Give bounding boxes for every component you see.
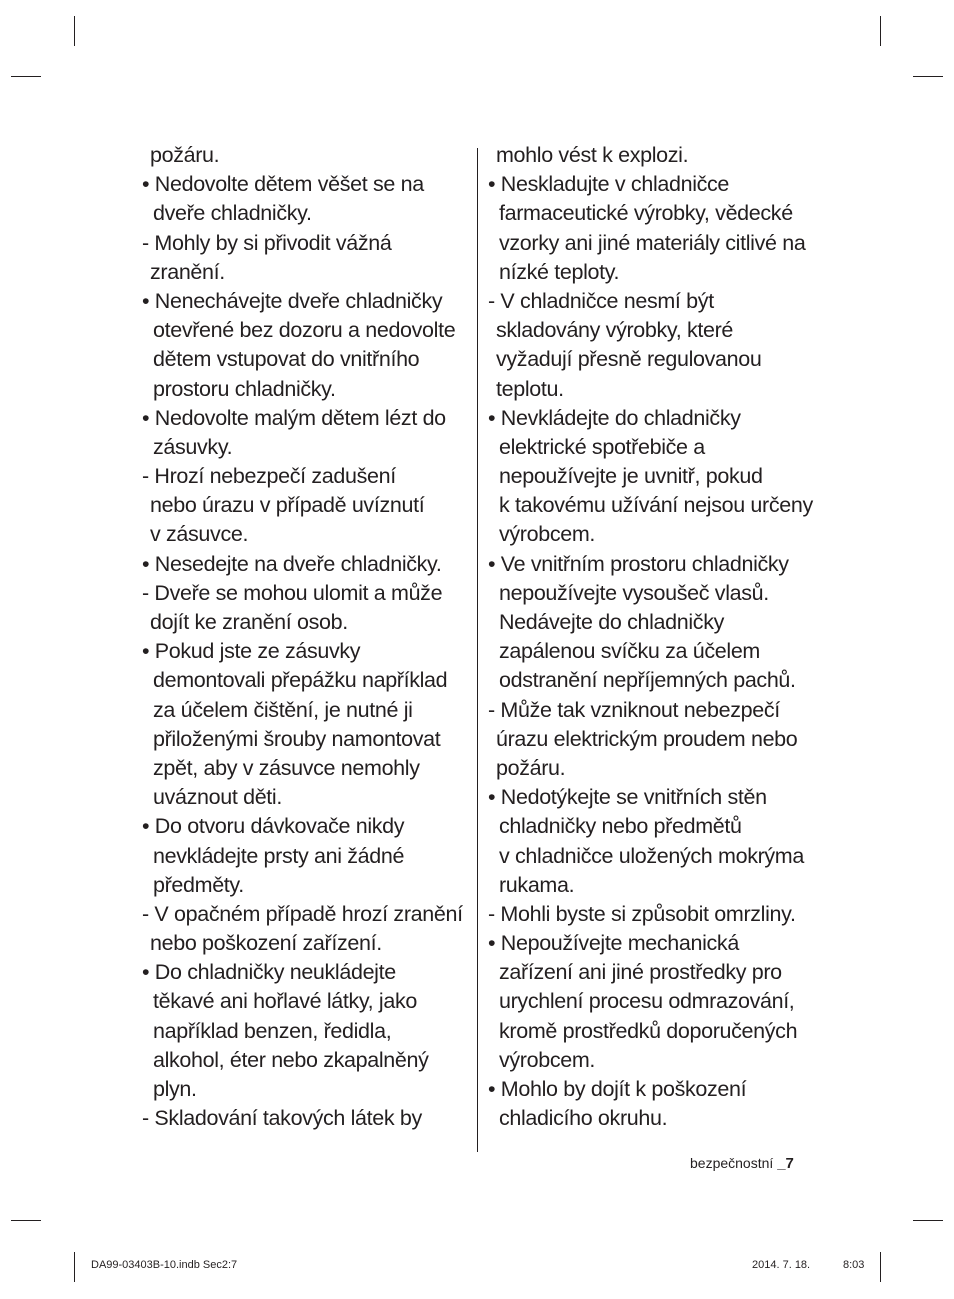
text-line: nízké teploty. (499, 259, 620, 284)
text-line: chladničky nebo předmětů (499, 814, 742, 839)
text-line: teplotu. (496, 376, 564, 401)
print-time: 8:03 (843, 1259, 865, 1271)
text-line: zpět, aby v zásuvce nemohly (153, 755, 420, 780)
text-line: demontovali přepážku například (153, 668, 448, 693)
text-line: dveře chladničky. (153, 201, 312, 226)
text-line: chladicího okruhu. (499, 1106, 668, 1131)
text-line: kromě prostředků doporučených (499, 1018, 798, 1043)
text-line: zásuvky. (153, 434, 233, 459)
text-line: skladovány výrobky, které (496, 318, 734, 343)
text-line: - Mohli byste si způsobit omrzliny. (488, 901, 796, 926)
text-line: vzorky ani jiné materiály citlivé na (499, 230, 806, 255)
print-date: 2014. 7. 18. (752, 1259, 811, 1271)
text-line: těkavé ani hořlavé látky, jako (153, 989, 417, 1014)
text-line: • Nenechávejte dveře chladničky (142, 288, 443, 313)
crop-mark-top-right-horizontal (913, 76, 943, 77)
page-number: _7 (777, 1155, 794, 1172)
print-file-info: DA99-03403B-10.indb Sec2:7 (91, 1259, 238, 1271)
crop-mark-bottom-left-vertical (74, 1252, 75, 1282)
text-line: alkohol, éter nebo zkapalněný (153, 1047, 429, 1072)
footer-section-label: bezpečnostní (690, 1155, 774, 1171)
text-line: výrobcem. (499, 522, 596, 547)
text-line: • Ve vnitřním prostoru chladničky (488, 551, 789, 576)
text-line: - Mohly by si přivodit vážná (142, 230, 392, 255)
text-line: - Skladování takových látek by (142, 1106, 422, 1131)
text-line: - Dveře se mohou ulomit a může (142, 580, 443, 605)
text-line: • Nevkládejte do chladničky (488, 405, 741, 430)
text-line: dojít ke zranění osob. (150, 610, 348, 634)
text-line: • Nedovolte malým dětem lézt do (142, 405, 446, 430)
text-line: • Nesedejte na dveře chladničky. (142, 551, 442, 576)
text-line: Nedávejte do chladničky (499, 610, 725, 634)
text-line: - V chladničce nesmí být (488, 288, 714, 313)
text-line: • Nepoužívejte mechanická (488, 931, 739, 956)
text-line: • Do chladničky neukládejte (142, 960, 396, 985)
text-line: - Hrozí nebezpečí zadušení (142, 464, 396, 489)
text-line: mohlo vést k explozi. (496, 143, 689, 167)
text-line: vyžadují přesně regulovanou (496, 347, 762, 372)
crop-mark-bottom-left-horizontal (11, 1220, 41, 1221)
crop-mark-top-right-vertical (880, 16, 881, 46)
text-line: farmaceutické výrobky, vědecké (499, 201, 793, 226)
text-line: odstranění nepříjemných pachů. (499, 668, 796, 693)
text-line: zapálenou svíčku za účelem (499, 639, 760, 664)
text-line: otevřené bez dozoru a nedovolte (153, 318, 456, 343)
text-line: dětem vstupovat do vnitřního (153, 347, 420, 372)
text-line: nepoužívejte vysoušeč vlasů. (499, 580, 769, 605)
text-line: rukama. (499, 872, 575, 897)
text-line: za účelem čištění, je nutné ji (153, 697, 413, 722)
text-line: zařízení ani jiné prostředky pro (499, 960, 782, 985)
text-line: • Neskladujte v chladničce (488, 172, 730, 197)
page-footer (690, 1155, 794, 1172)
crop-mark-top-left-horizontal (11, 76, 41, 77)
text-line: • Nedotýkejte se vnitřních stěn (488, 785, 767, 810)
crop-mark-top-left-vertical (74, 16, 75, 46)
text-line: zranění. (150, 259, 225, 284)
crop-mark-bottom-right-vertical (880, 1252, 881, 1282)
text-line: - V opačném případě hrozí zranění (142, 901, 463, 926)
right-column (488, 141, 818, 1133)
text-line: prostoru chladničky. (153, 376, 336, 401)
column-divider (477, 148, 478, 1152)
text-line: v chladničce uložených mokrýma (499, 843, 804, 868)
text-line: například benzen, ředidla, (153, 1018, 392, 1043)
text-line: k takovému užívání nejsou určeny (499, 493, 813, 518)
text-line: - Může tak vzniknout nebezpečí (488, 697, 780, 722)
text-line: nepoužívejte je uvnitř, pokud (499, 464, 763, 489)
text-line: • Mohlo by dojít k poškození (488, 1077, 747, 1101)
text-line: přiloženými šrouby namontovat (153, 726, 441, 751)
text-line: úrazu elektrickým proudem nebo (496, 726, 798, 751)
left-column (142, 141, 472, 1133)
text-line: výrobcem. (499, 1047, 596, 1072)
text-line: nebo úrazu v případě uvíznutí (150, 493, 425, 518)
text-line: • Do otvoru dávkovače nikdy (142, 814, 405, 839)
text-line: v zásuvce. (150, 522, 249, 547)
text-line: požáru. (496, 755, 566, 780)
text-line: elektrické spotřebiče a (499, 434, 705, 459)
text-line: předměty. (153, 872, 244, 897)
text-line: uváznout děti. (153, 785, 282, 810)
text-line: nevkládejte prsty ani žádné (153, 843, 405, 868)
text-line: požáru. (150, 143, 220, 167)
text-line: • Pokud jste ze zásuvky (142, 639, 361, 664)
text-line: urychlení procesu odmrazování, (499, 989, 795, 1014)
text-line: plyn. (153, 1077, 197, 1101)
crop-mark-bottom-right-horizontal (913, 1220, 943, 1221)
text-line: • Nedovolte dětem věšet se na (142, 172, 424, 197)
text-line: nebo poškození zařízení. (150, 931, 382, 956)
